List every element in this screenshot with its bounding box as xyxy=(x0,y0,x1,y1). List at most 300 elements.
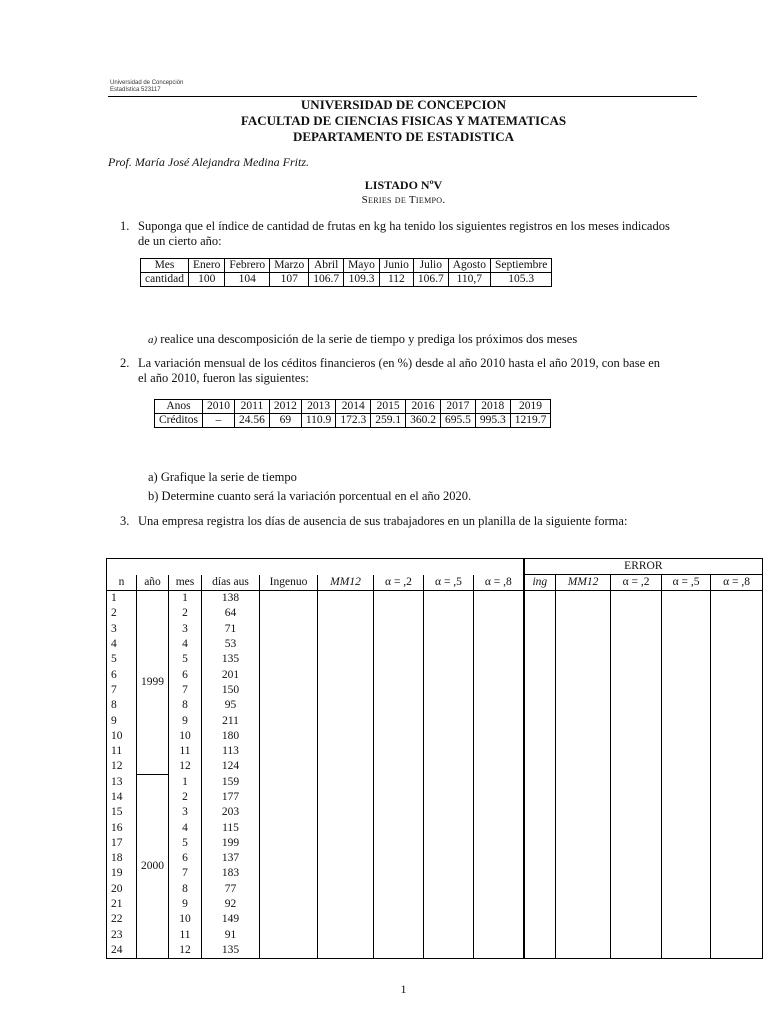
question-3-text: Una empresa registra los días de ausencia de sus trabajadores en un planilla de la siguiente forma: xyxy=(138,514,628,528)
row-n: 13 xyxy=(107,775,137,790)
empty-cell xyxy=(611,683,662,698)
table-row xyxy=(107,744,763,759)
table-row xyxy=(107,637,763,652)
empty-cell xyxy=(662,882,711,897)
empty-cell xyxy=(524,637,556,652)
empty-cell xyxy=(474,637,524,652)
running-header-line2: Estadística 523117 xyxy=(110,87,161,93)
empty-cell xyxy=(260,683,318,698)
credits-table-header-cell: 2014 xyxy=(336,400,371,414)
empty-cell xyxy=(711,790,763,805)
fruit-table-value-cell: 109.3 xyxy=(344,273,380,287)
empty-cell xyxy=(474,790,524,805)
credits-table-value-cell: 24.56 xyxy=(234,414,269,428)
question-2-sub-b xyxy=(148,489,471,504)
empty-cell xyxy=(711,866,763,881)
empty-cell xyxy=(474,667,524,682)
row-n: 4 xyxy=(107,637,137,652)
empty-cell xyxy=(474,652,524,667)
empty-cell xyxy=(524,820,556,835)
table-row xyxy=(107,622,763,637)
row-mes: 2 xyxy=(169,790,202,805)
empty-cell xyxy=(318,882,374,897)
row-mes: 11 xyxy=(169,928,202,943)
row-mes: 12 xyxy=(169,943,202,959)
professor-name: Prof. María José Alejandra Medina Fritz. xyxy=(108,155,309,169)
row-mes: 5 xyxy=(169,836,202,851)
empty-cell xyxy=(474,744,524,759)
empty-cell xyxy=(474,866,524,881)
row-n: 15 xyxy=(107,805,137,820)
empty-cell xyxy=(711,912,763,927)
row-n: 14 xyxy=(107,790,137,805)
empty-cell xyxy=(260,805,318,820)
list-subtitle: Series de Tiempo. xyxy=(361,194,446,206)
row-dias: 91 xyxy=(202,928,260,943)
empty-cell xyxy=(524,591,556,607)
empty-cell xyxy=(318,836,374,851)
empty-cell xyxy=(474,805,524,820)
empty-cell xyxy=(260,912,318,927)
credits-table-values-row xyxy=(155,414,551,428)
empty-cell xyxy=(662,897,711,912)
empty-cell xyxy=(556,790,611,805)
university-title: UNIVERSIDAD DE CONCEPCION xyxy=(300,97,507,112)
empty-cell xyxy=(711,943,763,959)
empty-cell xyxy=(611,836,662,851)
empty-cell xyxy=(662,759,711,774)
empty-cell xyxy=(318,713,374,728)
empty-cell xyxy=(711,759,763,774)
row-mes: 8 xyxy=(169,698,202,713)
empty-cell xyxy=(474,820,524,835)
empty-cell xyxy=(260,652,318,667)
empty-cell xyxy=(611,820,662,835)
year-cell: 1999 xyxy=(137,591,169,775)
empty-cell xyxy=(662,606,711,621)
empty-cell xyxy=(556,928,611,943)
row-n: 2 xyxy=(107,606,137,621)
empty-cell xyxy=(318,851,374,866)
row-mes: 4 xyxy=(169,820,202,835)
empty-cell xyxy=(424,928,474,943)
question-1-text-line2: de un cierto año: xyxy=(138,234,222,248)
empty-cell xyxy=(611,912,662,927)
row-dias: 124 xyxy=(202,759,260,774)
row-n: 7 xyxy=(107,683,137,698)
empty-cell xyxy=(524,698,556,713)
table-row xyxy=(107,790,763,805)
column-header: α = ,5 xyxy=(662,575,711,591)
empty-cell xyxy=(374,928,424,943)
row-n: 16 xyxy=(107,820,137,835)
running-header xyxy=(110,80,183,94)
empty-cell xyxy=(556,622,611,637)
empty-cell xyxy=(260,637,318,652)
empty-cell xyxy=(662,683,711,698)
row-dias: 53 xyxy=(202,637,260,652)
empty-cell xyxy=(318,928,374,943)
credits-table-header-cell: 2016 xyxy=(406,400,441,414)
empty-cell xyxy=(318,591,374,607)
fruit-table-header-cell: Febrero xyxy=(225,259,270,273)
row-n: 5 xyxy=(107,652,137,667)
row-dias: 137 xyxy=(202,851,260,866)
empty-cell xyxy=(260,698,318,713)
empty-cell xyxy=(374,912,424,927)
empty-cell xyxy=(424,897,474,912)
table-row xyxy=(107,591,763,607)
credits-table-value-cell: 995.3 xyxy=(475,414,510,428)
empty-cell xyxy=(318,820,374,835)
credits-table-value-cell: 110.9 xyxy=(301,414,335,428)
row-dias: 135 xyxy=(202,652,260,667)
row-dias: 203 xyxy=(202,805,260,820)
row-n: 21 xyxy=(107,897,137,912)
empty-cell xyxy=(260,897,318,912)
credits-table-header-cell: Anos xyxy=(155,400,203,414)
empty-cell xyxy=(374,637,424,652)
credits-table-header-row xyxy=(155,400,551,414)
table-row xyxy=(107,606,763,621)
table-row xyxy=(107,775,763,790)
fruit-table-value-cell: 106.7 xyxy=(309,273,344,287)
row-n: 17 xyxy=(107,836,137,851)
year-cell: 2000 xyxy=(137,775,169,959)
row-dias: 92 xyxy=(202,897,260,912)
empty-cell xyxy=(611,866,662,881)
row-mes: 9 xyxy=(169,713,202,728)
empty-cell xyxy=(374,683,424,698)
fruit-table-header-cell: Mes xyxy=(141,259,189,273)
row-n: 19 xyxy=(107,866,137,881)
empty-cell xyxy=(318,637,374,652)
credits-table-value-cell: 69 xyxy=(269,414,301,428)
question-1-number: 1. xyxy=(120,219,130,233)
empty-cell xyxy=(556,897,611,912)
header-spacer xyxy=(107,559,524,575)
empty-cell xyxy=(524,713,556,728)
credits-table-header-cell: 2011 xyxy=(234,400,269,414)
empty-cell xyxy=(374,591,424,607)
empty-cell xyxy=(524,606,556,621)
row-mes: 7 xyxy=(169,866,202,881)
empty-cell xyxy=(374,805,424,820)
empty-cell xyxy=(711,713,763,728)
empty-cell xyxy=(474,759,524,774)
empty-cell xyxy=(662,591,711,607)
empty-cell xyxy=(662,713,711,728)
row-mes: 10 xyxy=(169,729,202,744)
empty-cell xyxy=(611,667,662,682)
empty-cell xyxy=(260,851,318,866)
fruit-table-header-cell: Mayo xyxy=(344,259,380,273)
empty-cell xyxy=(260,882,318,897)
empty-cell xyxy=(474,622,524,637)
empty-cell xyxy=(424,683,474,698)
empty-cell xyxy=(711,667,763,682)
table-row xyxy=(107,713,763,728)
empty-cell xyxy=(711,820,763,835)
row-mes: 9 xyxy=(169,897,202,912)
credits-table-value-cell: 360.2 xyxy=(406,414,441,428)
row-dias: 177 xyxy=(202,790,260,805)
empty-cell xyxy=(260,775,318,790)
empty-cell xyxy=(556,882,611,897)
empty-cell xyxy=(260,820,318,835)
row-mes: 1 xyxy=(169,591,202,607)
empty-cell xyxy=(524,851,556,866)
empty-cell xyxy=(374,866,424,881)
row-mes: 3 xyxy=(169,805,202,820)
empty-cell xyxy=(711,897,763,912)
empty-cell xyxy=(524,928,556,943)
empty-cell xyxy=(611,759,662,774)
fruit-table-header-row xyxy=(141,259,552,273)
empty-cell xyxy=(611,790,662,805)
empty-cell xyxy=(374,698,424,713)
empty-cell xyxy=(662,667,711,682)
empty-cell xyxy=(474,912,524,927)
empty-cell xyxy=(662,744,711,759)
empty-cell xyxy=(662,775,711,790)
row-mes: 11 xyxy=(169,744,202,759)
empty-cell xyxy=(611,713,662,728)
empty-cell xyxy=(474,928,524,943)
empty-cell xyxy=(662,928,711,943)
empty-cell xyxy=(474,683,524,698)
fruit-table-values-row xyxy=(141,273,552,287)
empty-cell xyxy=(711,928,763,943)
empty-cell xyxy=(524,667,556,682)
empty-cell xyxy=(424,790,474,805)
question-2-text-line2: el año 2010, fueron las siguientes: xyxy=(138,371,309,385)
empty-cell xyxy=(424,667,474,682)
empty-cell xyxy=(318,805,374,820)
row-mes: 12 xyxy=(169,759,202,774)
page-number: 1 xyxy=(400,982,407,996)
empty-cell xyxy=(611,943,662,959)
empty-cell xyxy=(424,943,474,959)
table-row xyxy=(107,698,763,713)
row-dias: 135 xyxy=(202,943,260,959)
row-dias: 150 xyxy=(202,683,260,698)
fruit-table-value-cell: 112 xyxy=(379,273,413,287)
row-dias: 113 xyxy=(202,744,260,759)
row-mes: 6 xyxy=(169,667,202,682)
row-n: 1 xyxy=(107,591,137,607)
empty-cell xyxy=(424,759,474,774)
column-header: año xyxy=(137,575,169,591)
empty-cell xyxy=(260,866,318,881)
empty-cell xyxy=(611,698,662,713)
empty-cell xyxy=(424,805,474,820)
fruit-table-value-cell: cantidad xyxy=(141,273,189,287)
row-dias: 64 xyxy=(202,606,260,621)
empty-cell xyxy=(662,866,711,881)
row-n: 11 xyxy=(107,744,137,759)
empty-cell xyxy=(424,744,474,759)
empty-cell xyxy=(374,882,424,897)
empty-cell xyxy=(374,820,424,835)
empty-cell xyxy=(711,744,763,759)
question-3 xyxy=(120,514,720,530)
empty-cell xyxy=(424,866,474,881)
empty-cell xyxy=(318,759,374,774)
empty-cell xyxy=(374,622,424,637)
empty-cell xyxy=(662,851,711,866)
credits-table-header-cell: 2017 xyxy=(440,400,475,414)
row-dias: 201 xyxy=(202,667,260,682)
empty-cell xyxy=(556,667,611,682)
empty-cell xyxy=(524,652,556,667)
question-1-sub-a xyxy=(148,332,577,347)
empty-cell xyxy=(260,836,318,851)
table-row xyxy=(107,652,763,667)
running-header-line1: Universidad de Concepción xyxy=(110,80,184,86)
empty-cell xyxy=(374,606,424,621)
empty-cell xyxy=(556,943,611,959)
empty-cell xyxy=(374,713,424,728)
empty-cell xyxy=(711,622,763,637)
table-row xyxy=(107,866,763,881)
empty-cell xyxy=(260,606,318,621)
empty-cell xyxy=(318,775,374,790)
empty-cell xyxy=(556,713,611,728)
question-2-sub-b-label: b) xyxy=(148,489,159,503)
empty-cell xyxy=(711,606,763,621)
column-header: α = ,5 xyxy=(424,575,474,591)
row-mes: 5 xyxy=(169,652,202,667)
empty-cell xyxy=(374,652,424,667)
empty-cell xyxy=(318,667,374,682)
empty-cell xyxy=(662,698,711,713)
empty-cell xyxy=(711,775,763,790)
empty-cell xyxy=(524,866,556,881)
empty-cell xyxy=(318,943,374,959)
empty-cell xyxy=(318,897,374,912)
empty-cell xyxy=(260,943,318,959)
table-row xyxy=(107,912,763,927)
empty-cell xyxy=(611,729,662,744)
empty-cell xyxy=(662,652,711,667)
empty-cell xyxy=(711,591,763,607)
empty-cell xyxy=(556,820,611,835)
row-dias: 149 xyxy=(202,912,260,927)
empty-cell xyxy=(374,759,424,774)
empty-cell xyxy=(611,591,662,607)
table-row xyxy=(107,836,763,851)
row-n: 18 xyxy=(107,851,137,866)
empty-cell xyxy=(260,667,318,682)
row-n: 8 xyxy=(107,698,137,713)
empty-cell xyxy=(474,591,524,607)
empty-cell xyxy=(711,729,763,744)
empty-cell xyxy=(556,729,611,744)
empty-cell xyxy=(611,652,662,667)
empty-cell xyxy=(556,698,611,713)
row-n: 23 xyxy=(107,928,137,943)
department-title: DEPARTAMENTO DE ESTADISTICA xyxy=(292,129,515,144)
credits-table-value-cell: 259.1 xyxy=(371,414,406,428)
empty-cell xyxy=(318,744,374,759)
empty-cell xyxy=(260,928,318,943)
row-mes: 1 xyxy=(169,775,202,790)
row-dias: 138 xyxy=(202,591,260,607)
empty-cell xyxy=(260,729,318,744)
table-row xyxy=(107,820,763,835)
empty-cell xyxy=(556,866,611,881)
empty-cell xyxy=(260,713,318,728)
empty-cell xyxy=(662,836,711,851)
empty-cell xyxy=(424,652,474,667)
empty-cell xyxy=(424,836,474,851)
credits-table-header-cell: 2012 xyxy=(269,400,301,414)
column-header: MM12 xyxy=(318,575,374,591)
empty-cell xyxy=(260,591,318,607)
empty-cell xyxy=(424,820,474,835)
empty-cell xyxy=(611,928,662,943)
row-dias: 199 xyxy=(202,836,260,851)
empty-cell xyxy=(318,866,374,881)
credits-table xyxy=(154,399,551,428)
credits-table-header-cell: 2010 xyxy=(202,400,234,414)
empty-cell xyxy=(524,622,556,637)
fruit-table-header-cell: Marzo xyxy=(270,259,309,273)
credits-table-value-cell: Créditos xyxy=(155,414,203,428)
credits-table-header-cell: 2019 xyxy=(510,400,551,414)
question-1-sub-a-text: realice una descomposición de la serie de tiempo y prediga los próximos dos meses xyxy=(160,332,578,346)
table-row xyxy=(107,683,763,698)
empty-cell xyxy=(424,912,474,927)
question-2-text-line1: La variación mensual de los céditos financieros (en %) desde al año 2010 hasta el año 2019, con base en xyxy=(138,356,661,370)
column-header: ing xyxy=(524,575,556,591)
column-header: mes xyxy=(169,575,202,591)
credits-table-value-cell: 1219.7 xyxy=(510,414,551,428)
fruit-table-value-cell: 107 xyxy=(270,273,309,287)
empty-cell xyxy=(424,713,474,728)
empty-cell xyxy=(662,790,711,805)
empty-cell xyxy=(524,912,556,927)
row-n: 12 xyxy=(107,759,137,774)
question-3-number: 3. xyxy=(120,514,130,528)
empty-cell xyxy=(662,622,711,637)
fruit-table-value-cell: 106.7 xyxy=(413,273,448,287)
empty-cell xyxy=(556,591,611,607)
empty-cell xyxy=(662,729,711,744)
question-2-sub-b-text: Determine cuanto será la variación porcentual en el año 2020. xyxy=(161,489,472,503)
empty-cell xyxy=(556,805,611,820)
row-n: 10 xyxy=(107,729,137,744)
empty-cell xyxy=(662,820,711,835)
empty-cell xyxy=(611,805,662,820)
empty-cell xyxy=(424,729,474,744)
column-header: Ingenuo xyxy=(260,575,318,591)
empty-cell xyxy=(524,836,556,851)
question-2-sub-a-label: a) xyxy=(148,470,158,484)
empty-cell xyxy=(524,759,556,774)
fruit-table-header-cell: Septiembre xyxy=(490,259,551,273)
empty-cell xyxy=(524,882,556,897)
faculty-title: FACULTAD DE CIENCIAS FISICAS Y MATEMATICAS xyxy=(240,113,567,128)
question-2-number: 2. xyxy=(120,356,130,370)
fruit-table xyxy=(140,258,552,287)
row-n: 22 xyxy=(107,912,137,927)
empty-cell xyxy=(374,851,424,866)
question-1-text-line1: Suponga que el índice de cantidad de frutas en kg ha tenido los siguientes registros en los meses indicados xyxy=(138,219,670,233)
empty-cell xyxy=(374,836,424,851)
empty-cell xyxy=(374,897,424,912)
